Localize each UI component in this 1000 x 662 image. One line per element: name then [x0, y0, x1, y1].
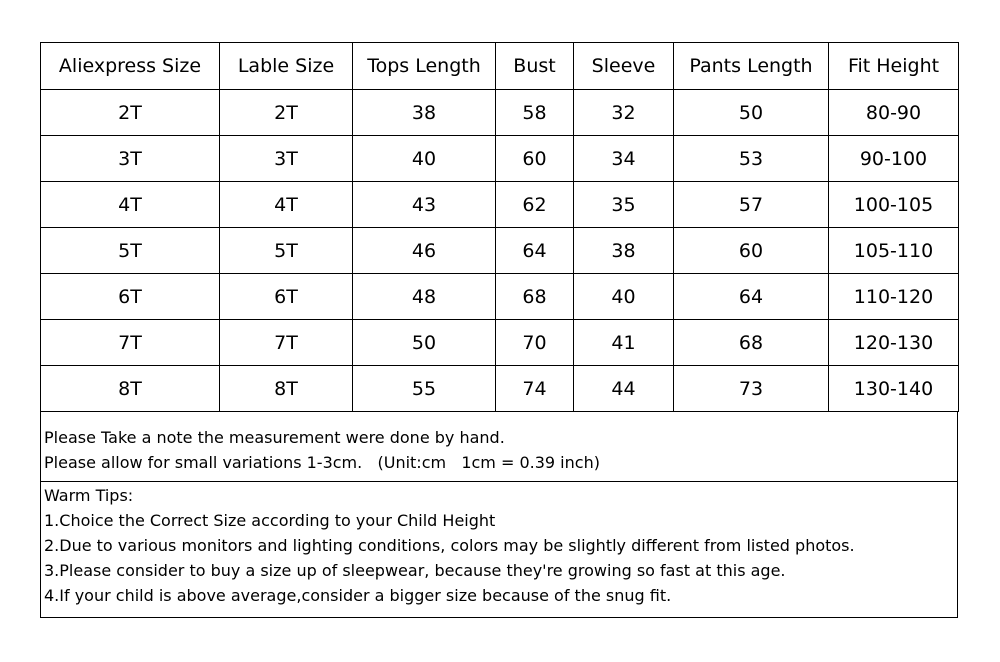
tip-item: 4.If your child is above average,consider a bigger size because of the snug fit. — [44, 586, 672, 605]
size-chart — [40, 42, 958, 618]
table-cell: 8T — [220, 366, 353, 412]
table-cell: 5T — [41, 228, 220, 274]
table-body — [41, 90, 959, 412]
table-row — [41, 182, 959, 228]
table-cell: 2T — [41, 90, 220, 136]
table-cell: 64 — [496, 228, 574, 274]
size-table — [40, 42, 959, 412]
column-header: Bust — [496, 43, 574, 90]
measurement-note — [40, 412, 958, 482]
column-header: Lable Size — [220, 43, 353, 90]
table-cell: 4T — [220, 182, 353, 228]
table-cell: 34 — [574, 136, 674, 182]
table-cell: 120-130 — [829, 320, 959, 366]
table-cell: 6T — [220, 274, 353, 320]
column-header: Fit Height — [829, 43, 959, 90]
table-cell: 3T — [41, 136, 220, 182]
table-header-row — [41, 43, 959, 90]
table-cell: 57 — [674, 182, 829, 228]
table-cell: 70 — [496, 320, 574, 366]
column-header: Pants Length — [674, 43, 829, 90]
table-cell: 41 — [574, 320, 674, 366]
table-cell: 105-110 — [829, 228, 959, 274]
table-cell: 55 — [353, 366, 496, 412]
table-cell: 64 — [674, 274, 829, 320]
table-cell: 90-100 — [829, 136, 959, 182]
table-cell: 60 — [674, 228, 829, 274]
table-cell: 43 — [353, 182, 496, 228]
table-cell: 110-120 — [829, 274, 959, 320]
column-header: Aliexpress Size — [41, 43, 220, 90]
table-cell: 50 — [353, 320, 496, 366]
table-cell: 130-140 — [829, 366, 959, 412]
table-row — [41, 228, 959, 274]
table-cell: 100-105 — [829, 182, 959, 228]
table-cell: 53 — [674, 136, 829, 182]
table-cell: 68 — [674, 320, 829, 366]
note-line: Please allow for small variations 1-3cm. (Unit:cm 1cm = 0.39 inch) — [44, 453, 600, 472]
tip-item: 3.Please consider to buy a size up of sleepwear, because they're growing so fast at this age. — [44, 561, 786, 580]
table-cell: 3T — [220, 136, 353, 182]
table-cell: 6T — [41, 274, 220, 320]
table-cell: 7T — [220, 320, 353, 366]
table-row — [41, 90, 959, 136]
table-cell: 5T — [220, 228, 353, 274]
tip-item: 1.Choice the Correct Size according to your Child Height — [44, 511, 496, 530]
tip-item: 2.Due to various monitors and lighting conditions, colors may be slightly different from listed photos. — [44, 536, 855, 555]
table-row — [41, 136, 959, 182]
table-cell: 32 — [574, 90, 674, 136]
table-cell: 38 — [353, 90, 496, 136]
column-header: Tops Length — [353, 43, 496, 90]
table-cell: 2T — [220, 90, 353, 136]
table-cell: 50 — [674, 90, 829, 136]
table-cell: 80-90 — [829, 90, 959, 136]
table-cell: 8T — [41, 366, 220, 412]
table-cell: 7T — [41, 320, 220, 366]
column-header: Sleeve — [574, 43, 674, 90]
warm-tips — [40, 482, 958, 618]
table-cell: 46 — [353, 228, 496, 274]
table-cell: 73 — [674, 366, 829, 412]
table-cell: 38 — [574, 228, 674, 274]
table-cell: 62 — [496, 182, 574, 228]
table-cell: 58 — [496, 90, 574, 136]
table-row — [41, 320, 959, 366]
table-row — [41, 366, 959, 412]
table-cell: 44 — [574, 366, 674, 412]
tips-title: Warm Tips: — [44, 486, 134, 505]
table-cell: 40 — [574, 274, 674, 320]
table-cell: 4T — [41, 182, 220, 228]
table-cell: 68 — [496, 274, 574, 320]
table-cell: 48 — [353, 274, 496, 320]
table-cell: 35 — [574, 182, 674, 228]
table-cell: 60 — [496, 136, 574, 182]
table-cell: 74 — [496, 366, 574, 412]
table-row — [41, 274, 959, 320]
table-cell: 40 — [353, 136, 496, 182]
note-line: Please Take a note the measurement were done by hand. — [44, 428, 505, 447]
